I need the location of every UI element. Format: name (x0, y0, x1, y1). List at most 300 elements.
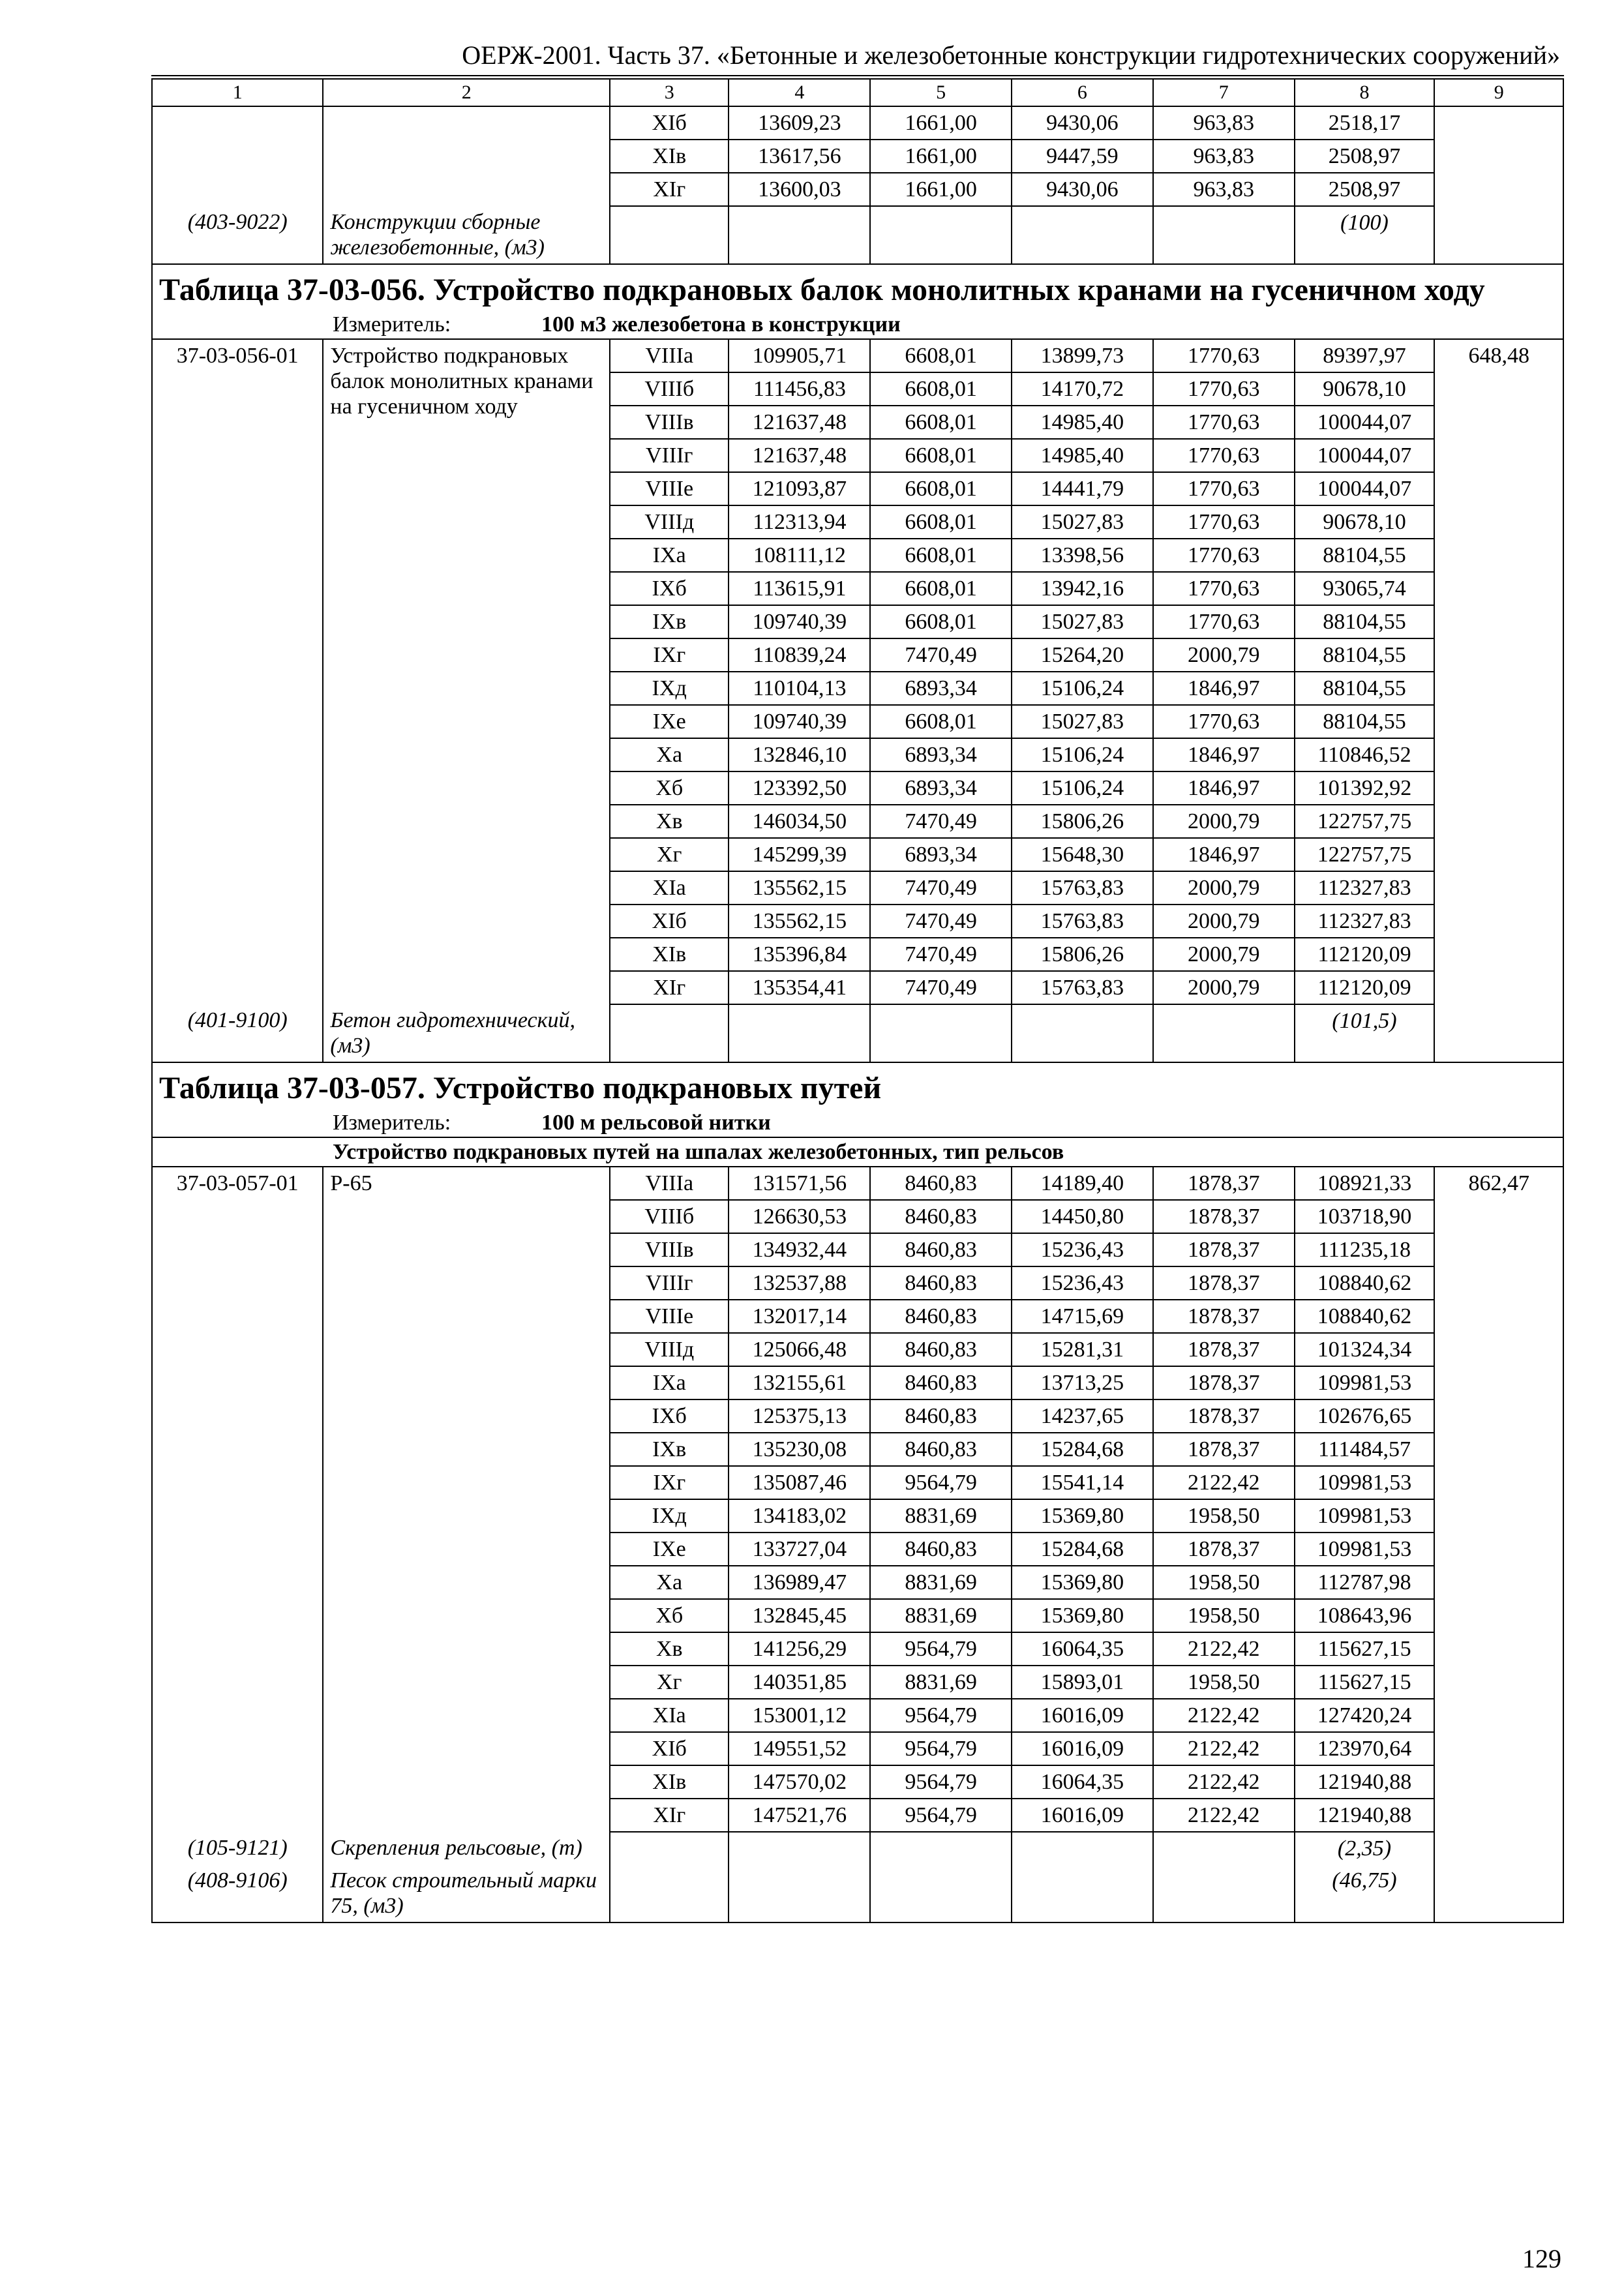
value-cell: 88104,55 (1295, 672, 1435, 705)
value-cell: 132537,88 (729, 1266, 870, 1300)
price-zone-cell: XIб (610, 106, 729, 140)
value-cell: 15281,31 (1012, 1333, 1153, 1366)
value-cell: 1770,63 (1153, 605, 1295, 638)
column-number-cell: 2 (323, 79, 610, 106)
price-zone-cell: IXв (610, 1433, 729, 1466)
value-cell: 6608,01 (870, 472, 1012, 505)
item-name-cell: Р-65 (323, 1167, 610, 1832)
value-cell: 1958,50 (1153, 1566, 1295, 1599)
value-cell: 1958,50 (1153, 1599, 1295, 1632)
value-cell: 113615,91 (729, 572, 870, 605)
value-cell: 9564,79 (870, 1466, 1012, 1499)
value-cell: 14715,69 (1012, 1300, 1153, 1333)
value-cell: 9564,79 (870, 1799, 1012, 1832)
value-cell: 146034,50 (729, 805, 870, 838)
value-cell: 963,83 (1153, 106, 1295, 140)
value-cell: 141256,29 (729, 1632, 870, 1666)
resource-name-cell: Песок строительный марки 75, (м3) (323, 1864, 610, 1922)
value-cell: 108921,33 (1295, 1167, 1435, 1200)
value-cell: 7470,49 (870, 938, 1012, 971)
value-cell: 1661,00 (870, 173, 1012, 206)
value-cell: 14170,72 (1012, 372, 1153, 406)
value-cell: 2518,17 (1295, 106, 1435, 140)
value-cell: 9564,79 (870, 1632, 1012, 1666)
empty-cell (1434, 1004, 1563, 1062)
value-cell: 1846,97 (1153, 838, 1295, 871)
value-cell: 115627,15 (1295, 1666, 1435, 1699)
meter-row (152, 310, 1563, 339)
price-zone-cell: IXд (610, 1499, 729, 1533)
value-cell: 109740,39 (729, 705, 870, 738)
value-cell: 1958,50 (1153, 1499, 1295, 1533)
value-cell: 15369,80 (1012, 1499, 1153, 1533)
value-cell: 2000,79 (1153, 938, 1295, 971)
empty-cell (610, 1864, 729, 1922)
value-cell: 13713,25 (1012, 1366, 1153, 1399)
value-cell: 6608,01 (870, 372, 1012, 406)
value-cell: 1770,63 (1153, 705, 1295, 738)
column-number-cell: 1 (152, 79, 323, 106)
resource-qty-cell: (100) (1295, 206, 1435, 264)
value-cell: 8831,69 (870, 1566, 1012, 1599)
item-name-cell (323, 106, 610, 206)
value-cell: 1770,63 (1153, 339, 1295, 372)
column-number-cell: 5 (870, 79, 1012, 106)
value-cell: 8831,69 (870, 1666, 1012, 1699)
price-zone-cell: VIIIа (610, 339, 729, 372)
value-cell: 1958,50 (1153, 1666, 1295, 1699)
price-zone-cell: XIв (610, 938, 729, 971)
price-zone-cell: VIIIг (610, 1266, 729, 1300)
value-cell: 2122,42 (1153, 1799, 1295, 1832)
rates-table-body (152, 79, 1563, 1922)
empty-cell (1153, 1832, 1295, 1864)
value-cell: 15236,43 (1012, 1233, 1153, 1266)
value-cell: 1878,37 (1153, 1233, 1295, 1266)
value-cell: 90678,10 (1295, 372, 1435, 406)
price-zone-cell: IXб (610, 1399, 729, 1433)
resource-code-cell: (403-9022) (152, 206, 323, 264)
value-cell: 1846,97 (1153, 672, 1295, 705)
value-cell: 112120,09 (1295, 971, 1435, 1004)
value-cell: 15264,20 (1012, 638, 1153, 672)
value-cell: 134183,02 (729, 1499, 870, 1533)
value-cell: 132845,45 (729, 1599, 870, 1632)
price-zone-cell: IXг (610, 638, 729, 672)
empty-cell (729, 1832, 870, 1864)
value-cell: 6608,01 (870, 539, 1012, 572)
price-zone-cell: VIIIб (610, 1200, 729, 1233)
value-cell: 1878,37 (1153, 1266, 1295, 1300)
resource-row (152, 1864, 1563, 1922)
value-cell: 1878,37 (1153, 1300, 1295, 1333)
value-cell: 13600,03 (729, 173, 870, 206)
labor-cost-cell: 862,47 (1434, 1167, 1563, 1832)
value-cell: 9430,06 (1012, 106, 1153, 140)
empty-cell (610, 1004, 729, 1062)
item-code-cell: 37-03-057-01 (152, 1167, 323, 1832)
empty-cell (1012, 1004, 1153, 1062)
table-title-row (152, 1062, 1563, 1109)
value-cell: 1770,63 (1153, 505, 1295, 539)
value-cell: 8460,83 (870, 1167, 1012, 1200)
value-cell: 109981,53 (1295, 1466, 1435, 1499)
value-cell: 88104,55 (1295, 638, 1435, 672)
value-cell: 1770,63 (1153, 406, 1295, 439)
meter-row (152, 1109, 1563, 1137)
value-cell: 6608,01 (870, 705, 1012, 738)
value-cell: 1661,00 (870, 106, 1012, 140)
price-zone-cell: XIа (610, 1699, 729, 1732)
empty-cell (870, 1832, 1012, 1864)
value-cell: 15369,80 (1012, 1599, 1153, 1632)
value-cell: 6893,34 (870, 771, 1012, 805)
value-cell: 14985,40 (1012, 406, 1153, 439)
value-cell: 153001,12 (729, 1699, 870, 1732)
price-zone-cell: IXе (610, 705, 729, 738)
price-zone-cell: IXб (610, 572, 729, 605)
value-cell: 115627,15 (1295, 1632, 1435, 1666)
value-cell: 7470,49 (870, 805, 1012, 838)
value-cell: 6608,01 (870, 406, 1012, 439)
empty-cell (1434, 206, 1563, 264)
meter-cell (152, 310, 1563, 339)
resource-qty-cell: (101,5) (1295, 1004, 1435, 1062)
value-cell: 13942,16 (1012, 572, 1153, 605)
value-cell: 6893,34 (870, 838, 1012, 871)
empty-cell (1153, 206, 1295, 264)
price-zone-cell: IXг (610, 1466, 729, 1499)
value-cell: 8831,69 (870, 1599, 1012, 1632)
price-zone-cell: VIIIд (610, 1333, 729, 1366)
value-cell: 125066,48 (729, 1333, 870, 1366)
item-code-cell: 37-03-056-01 (152, 339, 323, 1004)
value-cell: 90678,10 (1295, 505, 1435, 539)
value-cell: 123970,64 (1295, 1732, 1435, 1765)
value-cell: 108840,62 (1295, 1266, 1435, 1300)
value-cell: 108840,62 (1295, 1300, 1435, 1333)
value-cell: 7470,49 (870, 638, 1012, 672)
value-cell: 100044,07 (1295, 406, 1435, 439)
value-cell: 15541,14 (1012, 1466, 1153, 1499)
value-cell: 15027,83 (1012, 505, 1153, 539)
value-cell: 136989,47 (729, 1566, 870, 1599)
labor-cost-cell (1434, 106, 1563, 206)
empty-cell (1434, 1832, 1563, 1864)
value-cell: 9564,79 (870, 1765, 1012, 1799)
header-rule (151, 75, 1564, 76)
value-cell: 135354,41 (729, 971, 870, 1004)
value-cell: 140351,85 (729, 1666, 870, 1699)
meter-cell (152, 1109, 1563, 1137)
value-cell: 2000,79 (1153, 971, 1295, 1004)
value-cell: 1878,37 (1153, 1333, 1295, 1366)
value-cell: 2122,42 (1153, 1466, 1295, 1499)
value-cell: 6608,01 (870, 572, 1012, 605)
price-zone-cell: VIIIг (610, 439, 729, 472)
value-cell: 135087,46 (729, 1466, 870, 1499)
value-cell: 2508,97 (1295, 173, 1435, 206)
value-cell: 6893,34 (870, 738, 1012, 771)
meter-label: Измеритель: (333, 312, 451, 337)
resource-code-cell: (408-9106) (152, 1864, 323, 1922)
value-cell: 133727,04 (729, 1533, 870, 1566)
value-cell: 109981,53 (1295, 1499, 1435, 1533)
empty-cell (610, 1832, 729, 1864)
value-cell: 135396,84 (729, 938, 870, 971)
value-cell: 126630,53 (729, 1200, 870, 1233)
column-number-cell: 6 (1012, 79, 1153, 106)
price-zone-cell: VIIIб (610, 372, 729, 406)
value-cell: 7470,49 (870, 905, 1012, 938)
price-zone-cell: VIIIа (610, 1167, 729, 1200)
price-zone-cell: IXа (610, 1366, 729, 1399)
rate-row (152, 339, 1563, 372)
price-zone-cell: XIб (610, 905, 729, 938)
meter-value: 100 м3 железобетона в конструкции (541, 312, 901, 337)
value-cell: 15763,83 (1012, 905, 1153, 938)
price-zone-cell: VIIIе (610, 1300, 729, 1333)
value-cell: 8460,83 (870, 1200, 1012, 1233)
resource-name-cell: Бетон гидротехнический, (м3) (323, 1004, 610, 1062)
value-cell: 108111,12 (729, 539, 870, 572)
value-cell: 145299,39 (729, 838, 870, 871)
price-zone-cell: XIг (610, 173, 729, 206)
value-cell: 14441,79 (1012, 472, 1153, 505)
value-cell: 93065,74 (1295, 572, 1435, 605)
value-cell: 147521,76 (729, 1799, 870, 1832)
value-cell: 103718,90 (1295, 1200, 1435, 1233)
table-title: Таблица 37-03-056. Устройство подкрановых балок монолитных кранами на гусеничном ходу (159, 273, 1485, 307)
value-cell: 109905,71 (729, 339, 870, 372)
value-cell: 108643,96 (1295, 1599, 1435, 1632)
page-number: 129 (1522, 2244, 1561, 2273)
value-cell: 112327,83 (1295, 871, 1435, 905)
value-cell: 7470,49 (870, 971, 1012, 1004)
column-number-cell: 7 (1153, 79, 1295, 106)
value-cell: 121637,48 (729, 406, 870, 439)
value-cell: 135562,15 (729, 871, 870, 905)
value-cell: 110846,52 (1295, 738, 1435, 771)
meter-label: Измеритель: (333, 1111, 451, 1135)
value-cell: 15236,43 (1012, 1266, 1153, 1300)
value-cell: 15284,68 (1012, 1533, 1153, 1566)
rate-row (152, 1167, 1563, 1200)
value-cell: 123392,50 (729, 771, 870, 805)
labor-cost-cell: 648,48 (1434, 339, 1563, 1004)
value-cell: 111456,83 (729, 372, 870, 406)
value-cell: 1878,37 (1153, 1366, 1295, 1399)
value-cell: 112327,83 (1295, 905, 1435, 938)
value-cell: 112787,98 (1295, 1566, 1435, 1599)
value-cell: 14237,65 (1012, 1399, 1153, 1433)
value-cell: 15027,83 (1012, 705, 1153, 738)
value-cell: 101324,34 (1295, 1333, 1435, 1366)
empty-cell (1012, 1832, 1153, 1864)
price-zone-cell: XIг (610, 971, 729, 1004)
price-zone-cell: IXа (610, 539, 729, 572)
price-zone-cell: Xа (610, 738, 729, 771)
resource-row (152, 1832, 1563, 1864)
empty-cell (729, 1004, 870, 1062)
value-cell: 8460,83 (870, 1233, 1012, 1266)
value-cell: 1770,63 (1153, 472, 1295, 505)
price-zone-cell: XIг (610, 1799, 729, 1832)
value-cell: 15763,83 (1012, 871, 1153, 905)
empty-cell (1434, 1864, 1563, 1922)
empty-cell (1153, 1004, 1295, 1062)
resource-qty-cell: (2,35) (1295, 1832, 1435, 1864)
empty-cell (870, 1004, 1012, 1062)
value-cell: 1878,37 (1153, 1167, 1295, 1200)
value-cell: 16016,09 (1012, 1799, 1153, 1832)
subheading-text: Устройство подкрановых путей на шпалах железобетонных, тип рельсов (333, 1140, 1064, 1164)
value-cell: 16016,09 (1012, 1732, 1153, 1765)
value-cell: 7470,49 (870, 871, 1012, 905)
value-cell: 100044,07 (1295, 439, 1435, 472)
value-cell: 147570,02 (729, 1765, 870, 1799)
table-title-row (152, 264, 1563, 310)
value-cell: 15763,83 (1012, 971, 1153, 1004)
value-cell: 13617,56 (729, 140, 870, 173)
empty-cell (610, 206, 729, 264)
value-cell: 110104,13 (729, 672, 870, 705)
value-cell: 121093,87 (729, 472, 870, 505)
value-cell: 15284,68 (1012, 1433, 1153, 1466)
value-cell: 15106,24 (1012, 738, 1153, 771)
value-cell: 1770,63 (1153, 572, 1295, 605)
running-header: ОЕРЖ-2001. Часть 37. «Бетонные и железобетонные конструкции гидротехнических сооружений» (462, 40, 1560, 70)
resource-code-cell: (401-9100) (152, 1004, 323, 1062)
empty-cell (1153, 1864, 1295, 1922)
value-cell: 15806,26 (1012, 805, 1153, 838)
value-cell: 1878,37 (1153, 1200, 1295, 1233)
value-cell: 2508,97 (1295, 140, 1435, 173)
value-cell: 15893,01 (1012, 1666, 1153, 1699)
value-cell: 14189,40 (1012, 1167, 1153, 1200)
value-cell: 15027,83 (1012, 605, 1153, 638)
value-cell: 9564,79 (870, 1732, 1012, 1765)
value-cell: 112313,94 (729, 505, 870, 539)
value-cell: 8460,83 (870, 1533, 1012, 1566)
value-cell: 15806,26 (1012, 938, 1153, 971)
price-zone-cell: Xб (610, 1599, 729, 1632)
value-cell: 6608,01 (870, 439, 1012, 472)
value-cell: 112120,09 (1295, 938, 1435, 971)
value-cell: 14985,40 (1012, 439, 1153, 472)
empty-cell (870, 1864, 1012, 1922)
column-number-cell: 3 (610, 79, 729, 106)
value-cell: 6608,01 (870, 339, 1012, 372)
price-zone-cell: Xг (610, 1666, 729, 1699)
value-cell: 1770,63 (1153, 439, 1295, 472)
item-code-cell (152, 106, 323, 206)
value-cell: 149551,52 (729, 1732, 870, 1765)
column-number-row (152, 79, 1563, 106)
value-cell: 135562,15 (729, 905, 870, 938)
value-cell: 121940,88 (1295, 1765, 1435, 1799)
value-cell: 16016,09 (1012, 1699, 1153, 1732)
value-cell: 109740,39 (729, 605, 870, 638)
value-cell: 88104,55 (1295, 539, 1435, 572)
value-cell: 2122,42 (1153, 1765, 1295, 1799)
value-cell: 89397,97 (1295, 339, 1435, 372)
value-cell: 13609,23 (729, 106, 870, 140)
price-zone-cell: Xг (610, 838, 729, 871)
value-cell: 2122,42 (1153, 1632, 1295, 1666)
value-cell: 132017,14 (729, 1300, 870, 1333)
subheading-row (152, 1137, 1563, 1167)
value-cell: 15106,24 (1012, 771, 1153, 805)
value-cell: 15648,30 (1012, 838, 1153, 871)
value-cell: 9564,79 (870, 1699, 1012, 1732)
value-cell: 101392,92 (1295, 771, 1435, 805)
price-zone-cell: Xв (610, 1632, 729, 1666)
price-zone-cell: IXд (610, 672, 729, 705)
value-cell: 111484,57 (1295, 1433, 1435, 1466)
table-title: Таблица 37-03-057. Устройство подкрановых путей (159, 1071, 882, 1105)
empty-cell (870, 206, 1012, 264)
empty-cell (729, 1864, 870, 1922)
value-cell: 1661,00 (870, 140, 1012, 173)
price-zone-cell: VIIIв (610, 406, 729, 439)
value-cell: 2122,42 (1153, 1699, 1295, 1732)
value-cell: 121637,48 (729, 439, 870, 472)
value-cell: 109981,53 (1295, 1533, 1435, 1566)
value-cell: 15106,24 (1012, 672, 1153, 705)
value-cell: 100044,07 (1295, 472, 1435, 505)
value-cell: 109981,53 (1295, 1366, 1435, 1399)
value-cell: 1770,63 (1153, 539, 1295, 572)
price-zone-cell: IXе (610, 1533, 729, 1566)
value-cell: 1878,37 (1153, 1399, 1295, 1433)
value-cell: 9447,59 (1012, 140, 1153, 173)
value-cell: 8831,69 (870, 1499, 1012, 1533)
item-name-cell: Устройство подкрановых балок монолитных кранами на гусеничном ходу (323, 339, 610, 1004)
value-cell: 14450,80 (1012, 1200, 1153, 1233)
price-zone-cell: Xб (610, 771, 729, 805)
price-zone-cell: Xв (610, 805, 729, 838)
value-cell: 134932,44 (729, 1233, 870, 1266)
value-cell: 121940,88 (1295, 1799, 1435, 1832)
value-cell: 6893,34 (870, 672, 1012, 705)
price-zone-cell: VIIIд (610, 505, 729, 539)
value-cell: 110839,24 (729, 638, 870, 672)
value-cell: 963,83 (1153, 140, 1295, 173)
value-cell: 127420,24 (1295, 1699, 1435, 1732)
price-zone-cell: XIа (610, 871, 729, 905)
price-zone-cell: VIIIе (610, 472, 729, 505)
value-cell: 122757,75 (1295, 838, 1435, 871)
empty-cell (1012, 1864, 1153, 1922)
value-cell: 6608,01 (870, 605, 1012, 638)
value-cell: 8460,83 (870, 1300, 1012, 1333)
value-cell: 131571,56 (729, 1167, 870, 1200)
value-cell: 1878,37 (1153, 1533, 1295, 1566)
price-zone-cell: Xа (610, 1566, 729, 1599)
resource-name-cell: Скрепления рельсовые, (т) (323, 1832, 610, 1864)
value-cell: 1846,97 (1153, 738, 1295, 771)
rates-table (151, 78, 1564, 1923)
price-zone-cell: XIв (610, 140, 729, 173)
table-title-cell (152, 1062, 1563, 1109)
value-cell: 2000,79 (1153, 805, 1295, 838)
price-zone-cell: VIIIв (610, 1233, 729, 1266)
resource-code-cell: (105-9121) (152, 1832, 323, 1864)
value-cell: 1878,37 (1153, 1433, 1295, 1466)
value-cell: 6608,01 (870, 505, 1012, 539)
value-cell: 13398,56 (1012, 539, 1153, 572)
